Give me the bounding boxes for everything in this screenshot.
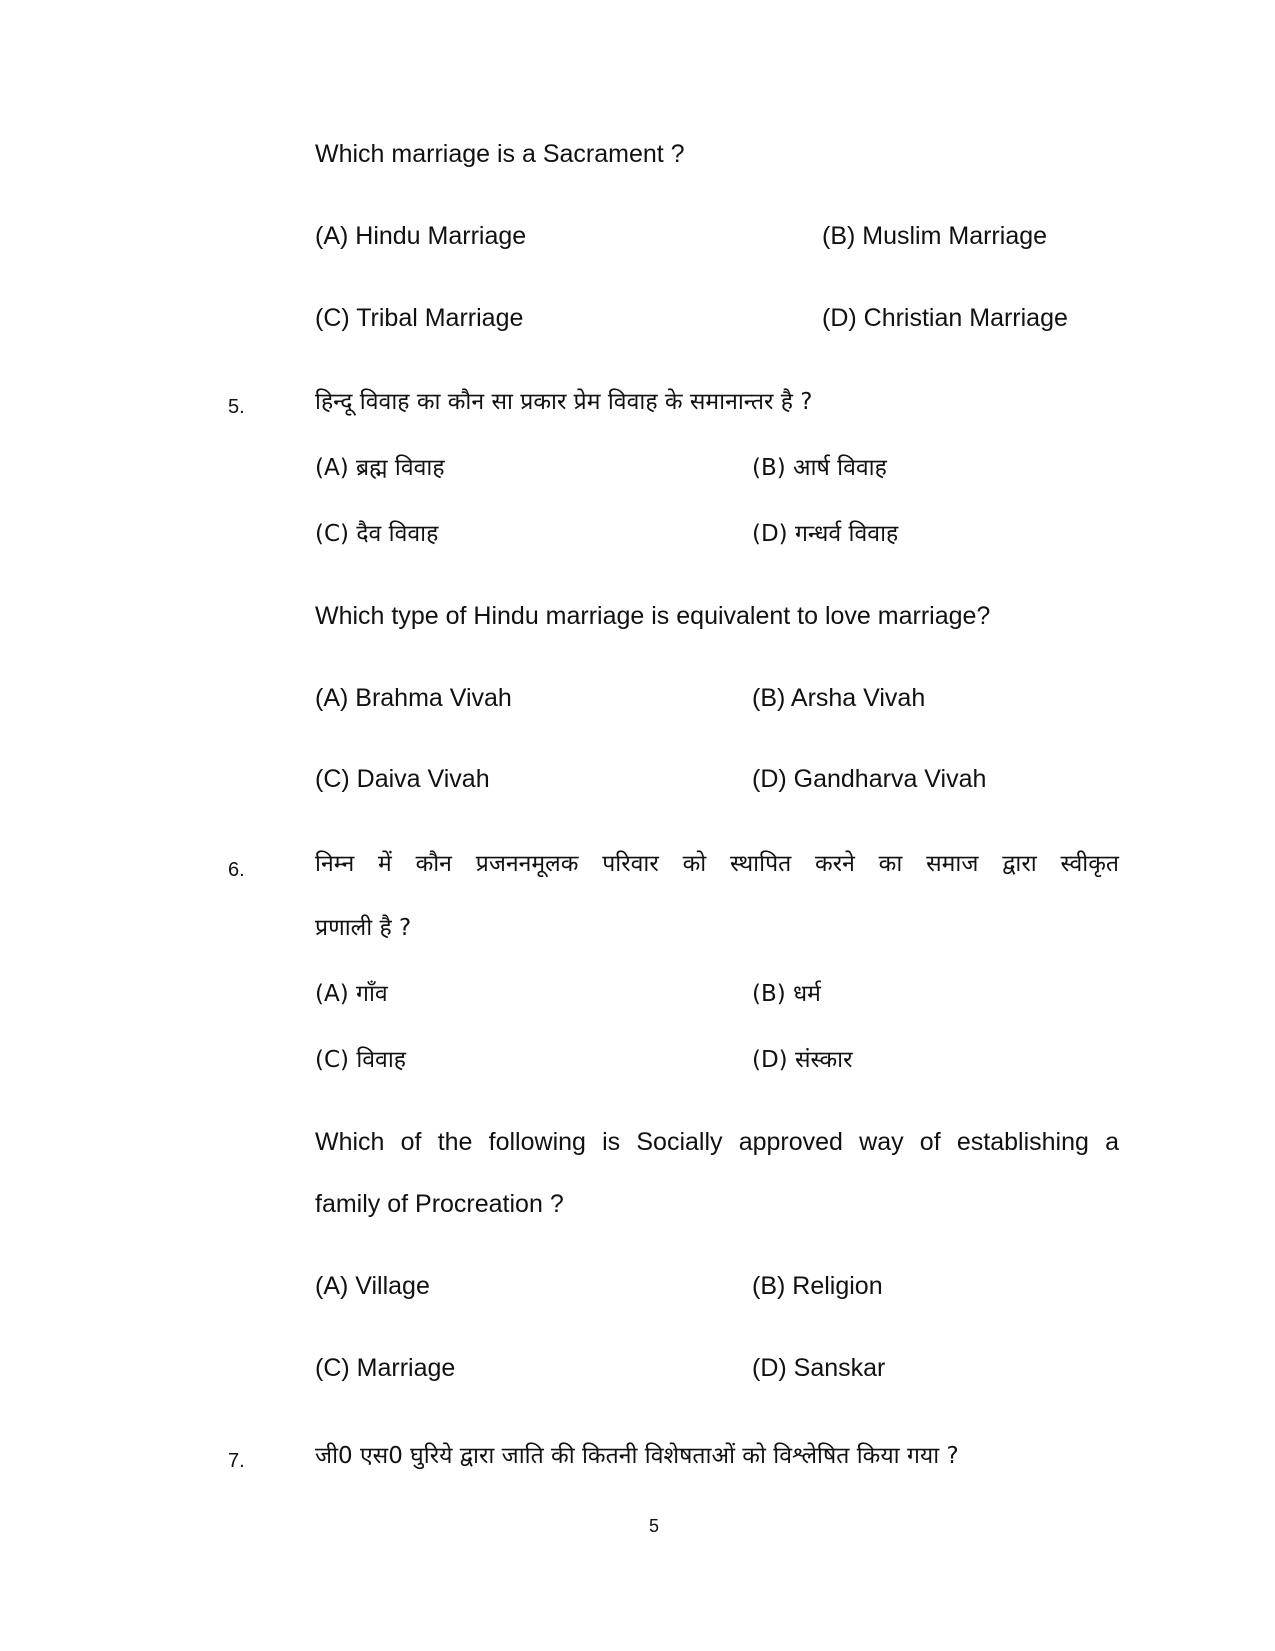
q5-number: 5. — [228, 396, 245, 418]
q4-option-a: (A) Hindu Marriage — [315, 222, 527, 250]
q4-option-b: (B) Muslim Marriage — [822, 222, 1048, 250]
q5-english-question: Which type of Hindu marriage is equivalent to love marriage? — [315, 602, 991, 630]
q6-hindi-option-c: (C) विवाह — [315, 1047, 407, 1073]
q6-hindi-option-d: (D) संस्कार — [752, 1047, 853, 1073]
q4-question: Which marriage is a Sacrament ? — [315, 140, 685, 168]
q4-option-d: (D) Christian Marriage — [822, 304, 1068, 332]
q6-english-option-b: (B) Religion — [752, 1272, 883, 1300]
page-number: 5 — [649, 1516, 660, 1536]
q6-number: 6. — [228, 859, 245, 881]
q6-hindi-option-a: (A) गाँव — [315, 981, 388, 1007]
q5-hindi-option-c: (C) दैव विवाह — [315, 521, 439, 547]
q5-hindi-question: हिन्दू विवाह का कौन सा प्रकार प्रेम विवाह के समानान्तर है ? — [315, 389, 813, 415]
q6-english-option-a: (A) Village — [315, 1272, 430, 1300]
q5-english-option-a: (A) Brahma Vivah — [315, 684, 512, 712]
q6-english-option-c: (C) Marriage — [315, 1354, 456, 1382]
q6-english-option-d: (D) Sanskar — [752, 1354, 886, 1382]
q5-english-option-c: (C) Daiva Vivah — [315, 765, 490, 793]
q6-hindi-option-b: (B) धर्म — [752, 981, 821, 1007]
q7-number: 7. — [228, 1450, 245, 1472]
q5-hindi-option-b: (B) आर्ष विवाह — [752, 455, 887, 481]
q7-hindi-question: जी0 एस0 घुरिये द्वारा जाति की कितनी विशेषताओं को विश्लेषित किया गया ? — [315, 1443, 959, 1469]
q5-hindi-option-a: (A) ब्रह्म विवाह — [315, 455, 445, 481]
q5-english-option-d: (D) Gandharva Vivah — [752, 765, 987, 793]
q5-english-option-b: (B) Arsha Vivah — [752, 684, 926, 712]
q5-hindi-option-d: (D) गन्धर्व विवाह — [752, 521, 899, 547]
q6-english-question-line1: Which of the following is Socially approved way of establishing a — [315, 1128, 1119, 1156]
q4-option-c: (C) Tribal Marriage — [315, 304, 524, 332]
q6-hindi-question-line2: प्रणाली है ? — [315, 915, 412, 941]
q6-hindi-question-line1: निम्न में कौन प्रजननमूलक परिवार को स्थापित करने का समाज द्वारा स्वीकृत — [315, 851, 1119, 877]
q6-english-question-line2: family of Procreation ? — [315, 1190, 564, 1218]
